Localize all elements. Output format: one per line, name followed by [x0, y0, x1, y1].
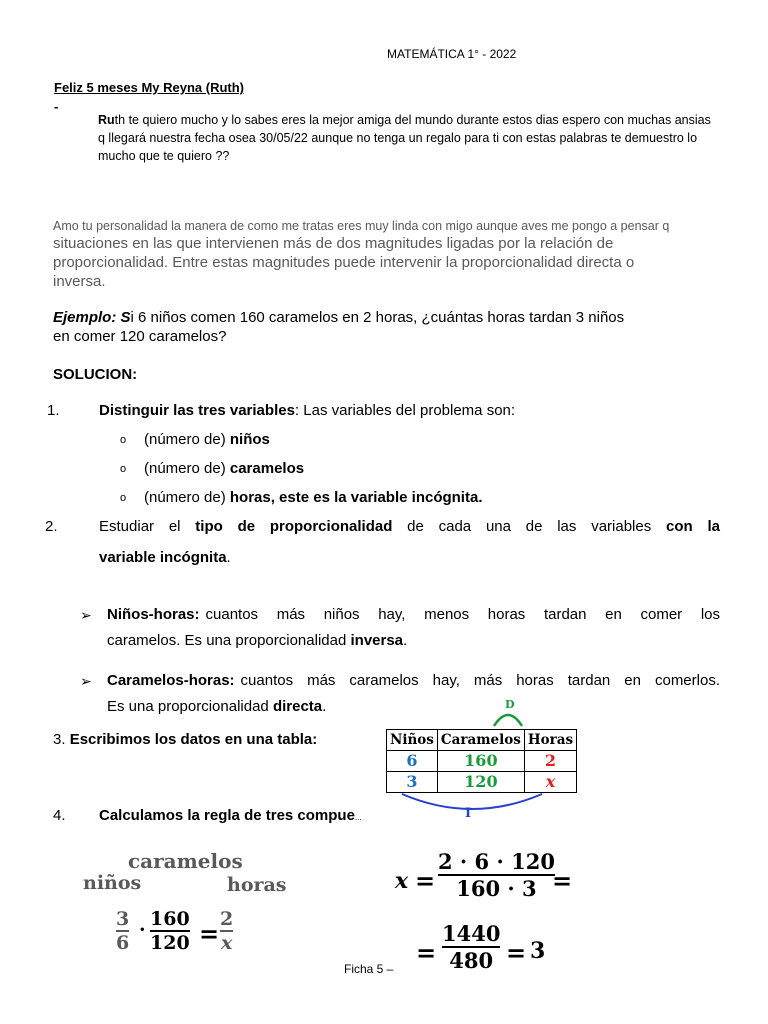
table-cell: x: [524, 772, 576, 793]
step4-number: 4.: [53, 807, 66, 824]
equals-sign: =: [552, 866, 573, 895]
rel1-line-1: [107, 606, 720, 623]
intro-line-1: situaciones en las que intervienen más de dos magnitudes ligadas por la relación de: [53, 235, 614, 252]
table-cell: 120: [437, 772, 524, 793]
step2-word: las: [557, 518, 577, 535]
step2-word: el: [168, 518, 181, 535]
equals-sign: =: [415, 866, 436, 895]
step1-rest: : Las variables del problema son:: [294, 402, 516, 419]
rel1-label: Niños-horas:: [107, 606, 200, 623]
table-cell: 6: [387, 751, 438, 772]
fraction-denominator: 6: [116, 932, 130, 954]
equals-sign: =: [199, 919, 220, 948]
arrow-bullet-icon: ➢: [80, 607, 92, 623]
fraction-ninos: [116, 908, 129, 954]
fraction-caramelos: [150, 908, 190, 954]
equals-sign: =: [416, 938, 437, 967]
step2-word: de: [525, 518, 543, 535]
rel1-text: cuantos más niños hay, menos horas tardan en comer los: [205, 606, 720, 623]
fraction-numerator: 3: [116, 908, 130, 930]
bullet-icon: o: [120, 463, 127, 475]
fraction-numerator: 2 · 6 · 120: [438, 849, 555, 874]
step4-rest: ...: [354, 813, 362, 822]
rel1-text-2: caramelos. Es una proporcionalidad: [107, 632, 351, 649]
table-cell: 160: [437, 751, 524, 772]
rel2-end: .: [322, 698, 327, 715]
solution-label: SOLUCION:: [53, 366, 138, 383]
step2-word: con: [666, 518, 693, 535]
table-header-caramelos: Caramelos: [437, 730, 524, 751]
fraction-calculation: [438, 849, 555, 901]
step4-bold: Calculamos la regla de tres compue: [99, 807, 355, 824]
label-caramelos: caramelos: [128, 849, 243, 873]
example-label: Ejemplo: S: [53, 309, 131, 326]
message-line-1: [98, 113, 711, 127]
rel1-end: .: [403, 632, 408, 649]
inverse-label: I: [465, 806, 472, 821]
step2-line-1: [99, 518, 720, 535]
rel1-bold: inversa: [350, 632, 404, 649]
fraction-horas: [220, 908, 233, 954]
step2-word: una: [485, 518, 511, 535]
step2-word: tipo: [195, 518, 223, 535]
rel2-line-1: [107, 672, 720, 689]
fraction-denominator: 480: [449, 948, 494, 973]
rel2-text-2: Es una proporcionalidad: [107, 698, 273, 715]
label-ninos: niños: [83, 872, 142, 894]
step2-bold: variable incógnita: [99, 549, 227, 566]
table-cell: 3: [387, 772, 438, 793]
table-row: [387, 751, 577, 772]
step3-line: [53, 731, 317, 748]
variable-name: niños: [229, 431, 270, 448]
step2-end: .: [226, 549, 231, 566]
bullet-icon: o: [120, 492, 127, 504]
step2-word: Estudiar: [99, 518, 155, 535]
data-table: [386, 729, 577, 793]
variable-x: x: [395, 868, 409, 894]
variable-item-horas: [144, 489, 482, 506]
intro-line-2: proporcionalidad. Entre estas magnitudes puede intervenir la proporcionalidad directa o: [53, 254, 635, 271]
variable-item-ninos: [144, 431, 270, 448]
arrow-bullet-icon: ➢: [80, 673, 92, 689]
message-line-3: mucho que te quiero ??: [98, 149, 230, 163]
example-line-1: [53, 309, 624, 326]
table-header-ninos: Niños: [387, 730, 438, 751]
bullet-icon: o: [120, 434, 127, 446]
step2-word: proporcionalidad: [269, 518, 393, 535]
fraction-result: [442, 921, 500, 973]
variable-prefix: (número de): [144, 431, 230, 448]
variable-name: horas, este es la variable incógnita.: [229, 489, 483, 506]
step1-text: [99, 402, 515, 419]
equals-sign: =: [506, 938, 527, 967]
variable-item-caramelos: [144, 460, 304, 477]
greeting-title: Feliz 5 meses My Reyna (Ruth): [54, 80, 244, 95]
fraction-denominator: 160 · 3: [456, 876, 537, 901]
variable-name: caramelos: [229, 460, 305, 477]
step3-number: 3.: [53, 731, 66, 748]
message-text-1: th te quiero mucho y lo sabes eres la mejor amiga del mundo durante estos dias espero con muchas ansias: [114, 113, 711, 127]
step2-word: variables: [591, 518, 652, 535]
love-line: Amo tu personalidad la manera de como me tratas eres muy linda con migo aunque aves me pongo a pensar q: [53, 219, 670, 233]
step4-line: [99, 807, 362, 824]
step2-word: de: [407, 518, 424, 535]
rel2-line-2: [107, 698, 326, 715]
multiply-dot: ·: [139, 919, 146, 941]
step3-bold: Escribimos los datos en una tabla:: [69, 731, 318, 748]
direct-label: D: [505, 698, 515, 711]
variable-prefix: (número de): [144, 460, 230, 477]
step2-word: de: [237, 518, 256, 535]
fraction-denominator: 120: [150, 932, 190, 954]
step2-number: 2.: [45, 518, 58, 535]
step1-bold: Distinguir las tres variables: [99, 402, 295, 419]
table-header-horas: Horas: [524, 730, 576, 751]
inverse-arc-icon: [398, 790, 546, 814]
rel2-text: cuantos más caramelos hay, más horas tardan en comerlos.: [240, 672, 720, 689]
rel1-line-2: [107, 632, 407, 649]
document-header: MATEMÁTICA 1° - 2022: [387, 47, 517, 61]
fraction-numerator: 2: [220, 908, 234, 930]
step2-word: la: [707, 518, 720, 535]
example-line-2: en comer 120 caramelos?: [53, 328, 227, 345]
result-value: 3: [530, 938, 546, 964]
intro-line-3: inversa.: [53, 273, 106, 290]
label-horas: horas: [227, 874, 287, 896]
table-header-row: [387, 730, 577, 751]
rel2-label: Caramelos-horas:: [107, 672, 235, 689]
step2-line-2: [99, 549, 231, 566]
message-line-2: q llegará nuestra fecha osea 30/05/22 aunque no tenga un regalo para ti con estas palabras te demuestro lo: [98, 131, 698, 145]
fraction-numerator: 160: [150, 908, 190, 930]
message-bold-start: Ru: [98, 113, 115, 127]
variable-prefix: (número de): [144, 489, 230, 506]
fraction-denominator: x: [220, 932, 233, 954]
step2-word: cada: [438, 518, 472, 535]
example-text-1: i 6 niños comen 160 caramelos en 2 horas, ¿cuántas horas tardan 3 niños: [130, 309, 625, 326]
greeting-dash: -: [54, 99, 59, 114]
page-footer: Ficha 5 –: [344, 962, 394, 976]
fraction-numerator: 1440: [442, 921, 501, 946]
step1-number: 1.: [47, 402, 60, 419]
rel2-bold: directa: [272, 698, 323, 715]
table-cell: 2: [524, 751, 576, 772]
